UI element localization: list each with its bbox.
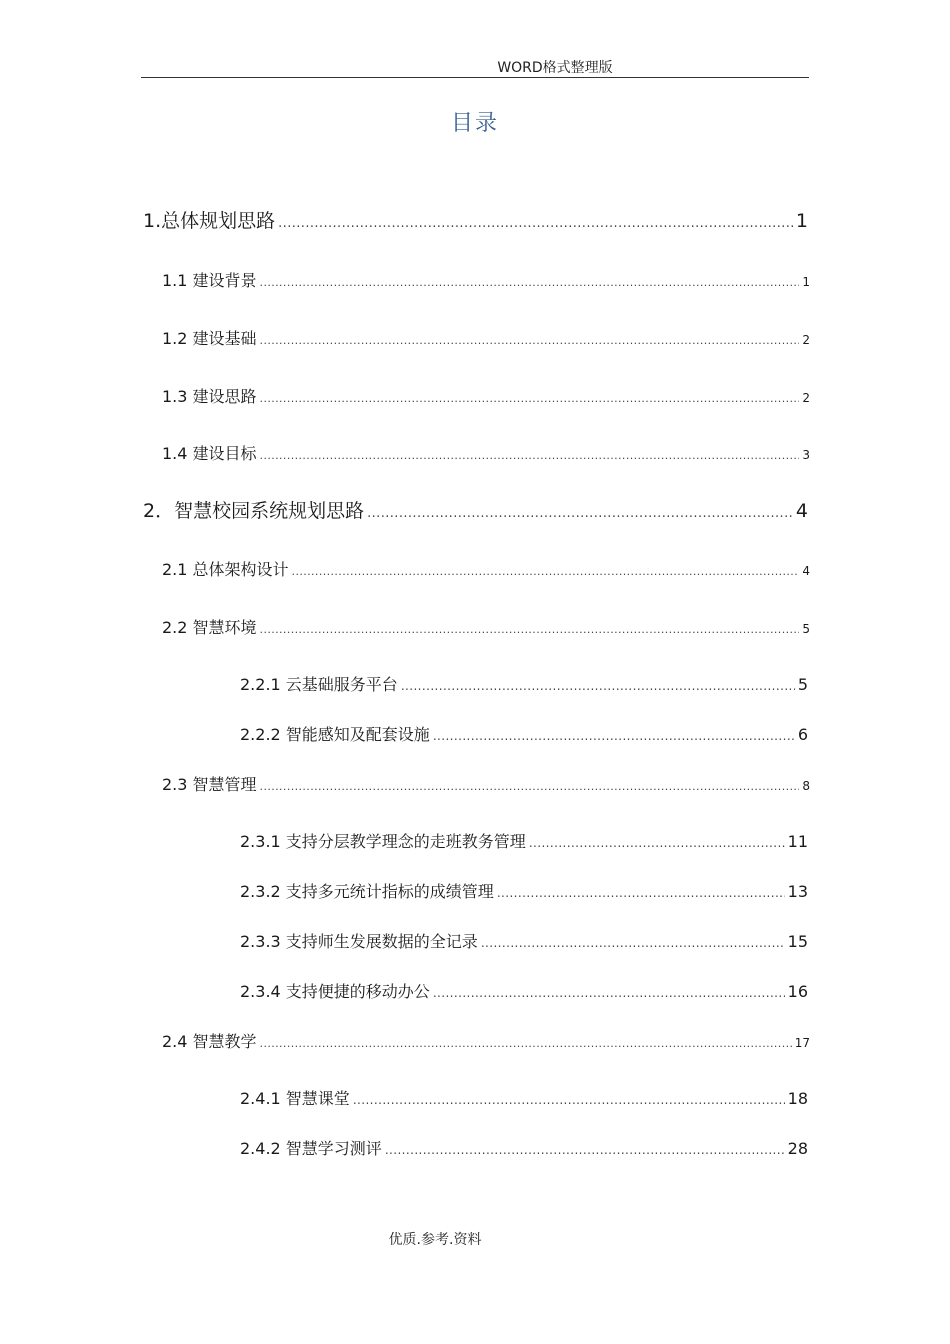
toc-entry[interactable]: [162, 326, 810, 349]
toc-entry[interactable]: [240, 1136, 808, 1159]
toc-entry[interactable]: [240, 979, 808, 1002]
toc-entry-page: 11: [787, 832, 808, 851]
toc-leader: [260, 780, 800, 793]
toc-leader: [353, 1093, 785, 1107]
toc-entry-label: 1.4 建设目标: [162, 444, 257, 463]
toc-entry-label: 2.3 智慧管理: [162, 775, 257, 794]
toc-entry-label: 1.1 建设背景: [162, 271, 257, 290]
toc-entry-label: 2.3.3 支持师生发展数据的全记录: [240, 932, 478, 951]
toc-leader: [385, 1143, 785, 1157]
toc-entry-label: 1.2 建设基础: [162, 329, 257, 348]
toc-entry[interactable]: [162, 384, 810, 407]
toc-entry-label: 2.4.2 智慧学习测评: [240, 1139, 382, 1158]
toc-entry-page: 5: [802, 622, 810, 636]
toc-leader: [433, 729, 795, 743]
toc-entry[interactable]: [162, 557, 810, 580]
toc-entry[interactable]: [240, 879, 808, 902]
toc-entry-label: 2.4.1 智慧课堂: [240, 1089, 350, 1108]
toc-entry[interactable]: [162, 1029, 810, 1052]
toc-entry-page: 2: [802, 333, 810, 347]
toc-entry-page: 8: [802, 779, 810, 793]
toc-entry-page: 13: [787, 882, 808, 901]
toc-entry[interactable]: [162, 268, 810, 291]
toc-leader: [433, 986, 785, 1000]
toc-leader: [260, 276, 800, 289]
toc-entry-label: 1.3 建设思路: [162, 387, 257, 406]
toc-leader: [260, 1037, 792, 1050]
header-rule: [141, 77, 809, 78]
toc-entry[interactable]: [240, 722, 808, 745]
toc-entry-label: 2.2.1 云基础服务平台: [240, 675, 398, 694]
toc-entry-page: 16: [787, 982, 808, 1001]
toc-entry-page: 3: [802, 448, 810, 462]
toc-entry-page: 1: [802, 275, 810, 289]
toc-entry[interactable]: [240, 829, 808, 852]
toc-leader: [292, 565, 800, 578]
page-footer: 优质.参考.资料: [388, 1232, 482, 1248]
toc-entry[interactable]: [240, 929, 808, 952]
toc-title: 目录: [450, 111, 499, 136]
page-header: WORD格式整理版: [497, 60, 613, 76]
toc-entry[interactable]: [162, 615, 810, 638]
toc-entry-label: 2.2 智慧环境: [162, 618, 257, 637]
toc-entry-page: 28: [787, 1139, 808, 1158]
toc-entry-page: 4: [802, 564, 810, 578]
toc-entry-label: 2.4 智慧教学: [162, 1032, 257, 1051]
toc-entry[interactable]: [240, 1086, 808, 1109]
toc-entry[interactable]: [143, 206, 808, 233]
toc-leader: [401, 679, 795, 693]
toc-entry-page: 2: [802, 391, 810, 405]
toc-entry-label: 2.3.4 支持便捷的移动办公: [240, 982, 430, 1001]
toc-entry-page: 17: [794, 1036, 810, 1050]
toc-entry-page: 1: [795, 210, 808, 232]
toc-leader: [529, 836, 785, 850]
toc-entry[interactable]: [143, 496, 808, 523]
toc-leader: [260, 392, 800, 405]
toc-leader: [260, 449, 800, 462]
toc-entry-page: 15: [787, 932, 808, 951]
toc-entry-label: 2.2.2 智能感知及配套设施: [240, 725, 430, 744]
toc-entry[interactable]: [162, 772, 810, 795]
toc-entry[interactable]: [162, 441, 810, 464]
toc-leader: [278, 216, 793, 231]
toc-entry[interactable]: [240, 672, 808, 695]
toc-entry-label: 2．智慧校园系统规划思路: [143, 500, 365, 522]
toc-leader: [497, 886, 785, 900]
toc-entry-page: 6: [797, 725, 808, 744]
toc-entry-label: 2.1 总体架构设计: [162, 560, 289, 579]
toc-leader: [481, 936, 785, 950]
toc-entry-page: 5: [797, 675, 808, 694]
toc-leader: [367, 506, 793, 521]
toc-leader: [260, 623, 800, 636]
toc-entry-label: 2.3.2 支持多元统计指标的成绩管理: [240, 882, 494, 901]
toc-entry-label: 1.总体规划思路: [143, 210, 276, 232]
toc-entry-page: 4: [795, 500, 808, 522]
toc-entry-page: 18: [787, 1089, 808, 1108]
toc-leader: [260, 334, 800, 347]
toc-entry-label: 2.3.1 支持分层教学理念的走班教务管理: [240, 832, 526, 851]
